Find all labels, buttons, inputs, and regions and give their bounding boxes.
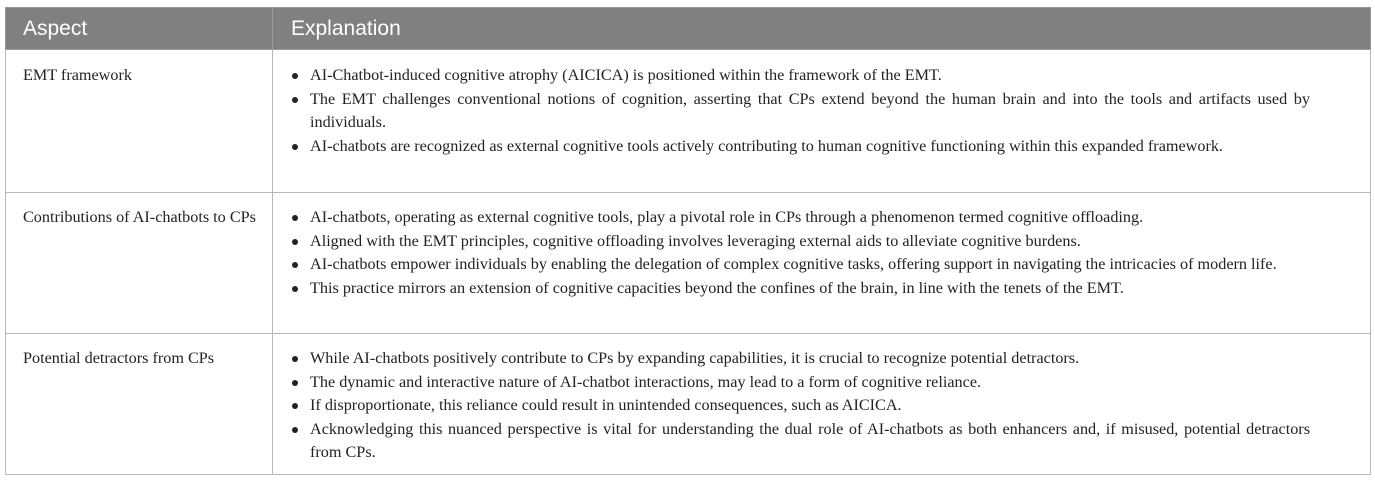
table-row [6, 193, 1371, 334]
table-header [6, 8, 1371, 50]
bullet-list [290, 347, 1310, 465]
header-explanation: Explanation [273, 8, 1371, 50]
table-body [6, 50, 1371, 475]
header-aspect: Aspect [6, 8, 273, 50]
aspect-cell: Potential detractors from CPs [6, 334, 273, 475]
explanation-cell [273, 193, 1371, 334]
bullet-list [290, 206, 1310, 300]
bullet-list [290, 64, 1310, 158]
aspect-cell: EMT framework [6, 50, 273, 193]
explanation-cell [273, 50, 1371, 193]
bullet-item: Aligned with the EMT principles, cognitive offloading involves leveraging external aids to alleviate cognitive burdens. [290, 230, 1310, 254]
header-row [6, 8, 1371, 50]
aspect-cell: Contributions of AI-chatbots to CPs [6, 193, 273, 334]
bullet-item: AI-chatbots empower individuals by enabling the delegation of complex cognitive tasks, offering support in navigating the intricacies of modern life. [290, 253, 1310, 277]
aspect-explanation-table [5, 7, 1370, 475]
explanation-cell [273, 334, 1371, 475]
bullet-item: AI-chatbots are recognized as external cognitive tools actively contributing to human cognitive functioning within this expanded framework. [290, 135, 1310, 159]
bullet-item: While AI-chatbots positively contribute to CPs by expanding capabilities, it is crucial to recognize potential detractors. [290, 347, 1310, 371]
bullet-item: The EMT challenges conventional notions of cognition, asserting that CPs extend beyond the human brain and into the tools and artifacts used by individuals. [290, 88, 1310, 135]
bullet-item: Acknowledging this nuanced perspective is vital for understanding the dual role of AI-chatbots as both enhancers and, if misused, potential detractors from CPs. [290, 418, 1310, 465]
bullet-item: AI-Chatbot-induced cognitive atrophy (AICICA) is positioned within the framework of the EMT. [290, 64, 1310, 88]
bullet-item: The dynamic and interactive nature of AI-chatbot interactions, may lead to a form of cognitive reliance. [290, 371, 1310, 395]
bullet-item: This practice mirrors an extension of cognitive capacities beyond the confines of the brain, in line with the tenets of the EMT. [290, 277, 1310, 301]
table [5, 7, 1371, 475]
table-row [6, 334, 1371, 475]
bullet-item: AI-chatbots, operating as external cognitive tools, play a pivotal role in CPs through a phenomenon termed cognitive offloading. [290, 206, 1310, 230]
table-row [6, 50, 1371, 193]
bullet-item: If disproportionate, this reliance could result in unintended consequences, such as AICICA. [290, 394, 1310, 418]
